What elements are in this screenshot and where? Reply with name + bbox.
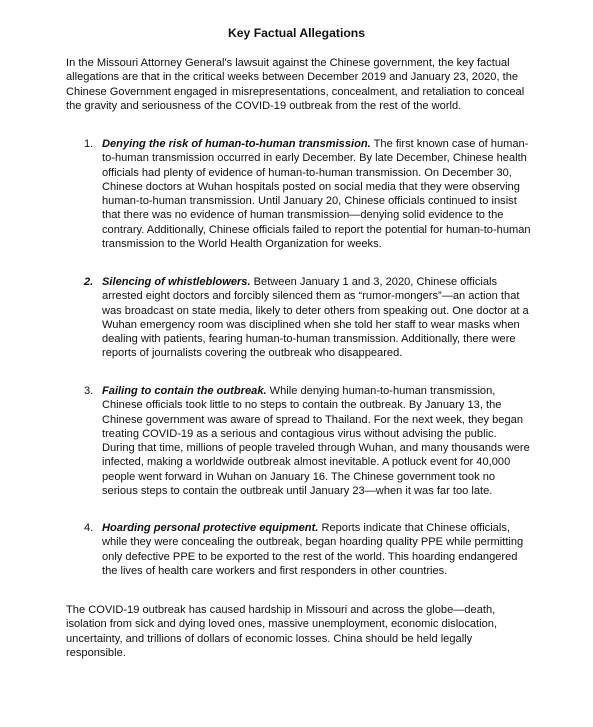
item-heading: Hoarding personal protective equipment.	[102, 522, 319, 534]
allegation-item	[84, 137, 532, 251]
item-text: Between January 1 and 3, 2020, Chinese officials arrested eight doctors and forcibly silenced them as “rumor-mongers”—an action that was broadcast on state media, likely to deter others from speaking out. One doctor at a Wuhan emergency room was disciplined when she told her staff to wear masks when dealing with patients, fearing human-to-human transmission. Additionally, there were reports of journalists covering the outbreak who disappeared.	[102, 276, 529, 360]
item-body	[102, 275, 532, 361]
item-text: The first known case of human-to-human transmission occurred in early December. By late December, Chinese health officials had plenty of evidence of human-to-human transmission. On December 30, Chinese doctors at Wuhan hospitals posted on social media that they were observing human-to-human transmission. Until January 20, Chinese officials continued to insist that there was no evidence of human transmission—denying solid evidence to the contrary. Additionally, Chinese officials failed to report the potential for human-to-human transmission to the World Health Organization for weeks.	[102, 138, 531, 251]
item-number: 1.	[84, 138, 94, 150]
allegation-item	[84, 384, 532, 498]
item-number: 2.	[84, 276, 94, 288]
item-text: Reports indicate that Chinese officials, while they were concealing the outbreak, began hoarding quality PPE while permitting only defective PPE to be exported to the rest of the world. This hoarding endangered the lives of health care workers and first responders in other countries.	[102, 522, 524, 577]
item-body	[102, 521, 532, 578]
document-title: Key Factual Allegations	[227, 26, 366, 40]
allegation-item	[84, 521, 532, 578]
item-heading: Silencing of whistleblowers.	[102, 276, 251, 288]
item-text: While denying human-to-human transmission, Chinese officials took little to no steps to contain the outbreak. By January 13, the Chinese government was aware of spread to Thailand. For the next week, they began treating COVID-19 as a serious and contagious virus without advising the public. During that time, millions of people traveled through Wuhan, and many thousands were infected, making a worldwide outbreak almost inevitable. A potluck event for 40,000 people went forward in Wuhan on January 16. The Chinese government took no serious steps to contain the outbreak until January 23—when it was far too late.	[102, 385, 530, 498]
allegation-item	[84, 275, 532, 361]
item-heading: Failing to contain the outbreak.	[102, 385, 267, 397]
intro-paragraph: In the Missouri Attorney General's lawsuit against the Chinese government, the key factual allegations are that in the critical weeks between December 2019 and January 23, 2020, the Chinese Government engaged in misrepresentations, concealment, and retaliation to conceal the gravity and seriousness of the COVID-19 outbreak from the rest of the world.	[66, 57, 525, 112]
item-body	[102, 137, 532, 251]
item-body	[102, 384, 532, 498]
conclusion-paragraph: The COVID-19 outbreak has caused hardship in Missouri and across the globe—death, isolation from sick and dying loved ones, massive unemployment, economic dislocation, uncertainty, and trillions of dollars of economic losses. China should be held legally responsible.	[66, 604, 498, 659]
item-number: 4.	[84, 522, 94, 534]
item-number: 3.	[84, 385, 94, 397]
item-heading: Denying the risk of human-to-human transmission.	[102, 138, 371, 150]
